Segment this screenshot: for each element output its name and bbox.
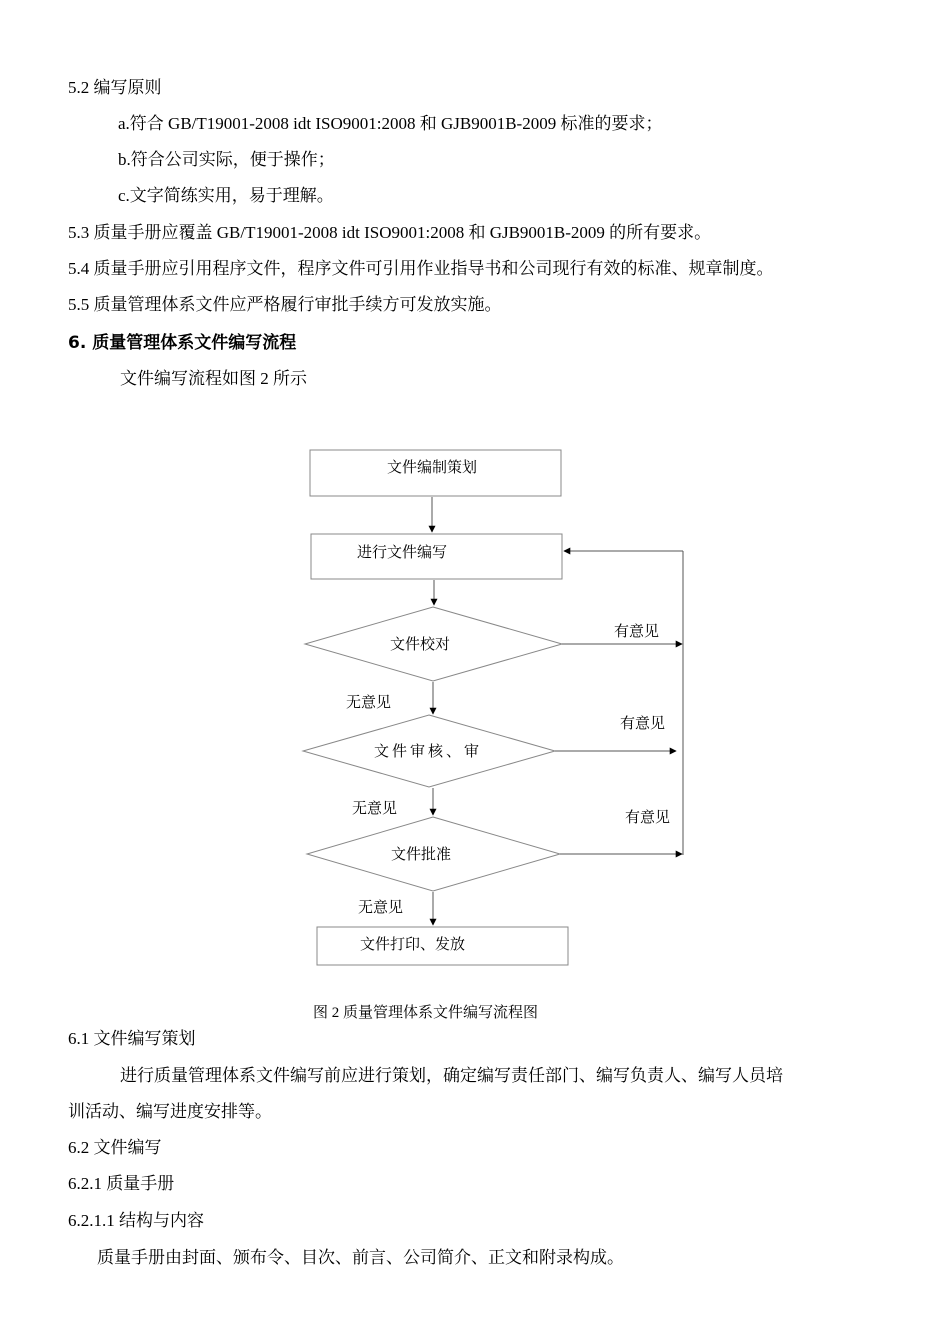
print-label: 文件打印、发放 — [360, 935, 466, 953]
section-6-2-1-1-heading: 6.2.1.1 结构与内容 — [68, 1211, 204, 1230]
section-5-2-heading: 5.2 编写原则 — [68, 78, 162, 97]
section-6-2-1-1-body: 质量手册由封面、颁布令、目次、前言、公司简介、正文和附录构成。 — [97, 1248, 624, 1267]
has-comment-label-2: 有意见 — [620, 714, 666, 732]
no-comment-label-3: 无意见 — [358, 898, 404, 916]
figure-caption: 图 2 质量管理体系文件编写流程图 — [313, 1005, 539, 1021]
section-6-1-body-line1: 进行质量管理体系文件编写前应进行策划，确定编写责任部门、编写负责人、编写人员培 — [120, 1066, 783, 1085]
section-5-3: 5.3 质量手册应覆盖 GB/T19001-2008 idt ISO9001:2008 和 GJB9001B-2009 的所有要求。 — [68, 223, 712, 242]
section-6-1-body-line2: 训活动、编写进度安排等。 — [68, 1102, 272, 1121]
approve-label: 文件批准 — [391, 845, 452, 863]
write-label: 进行文件编写 — [357, 543, 448, 561]
section-6-2-heading: 6.2 文件编写 — [68, 1138, 162, 1157]
principle-item-c: c.文字简练实用，易于理解。 — [118, 186, 334, 205]
section-6-2-1-heading: 6.2.1 质量手册 — [68, 1174, 175, 1193]
no-comment-label-2: 无意见 — [352, 799, 398, 817]
section-5-5: 5.5 质量管理体系文件应严格履行审批手续方可发放实施。 — [68, 295, 502, 314]
check-label: 文件校对 — [390, 635, 451, 653]
no-comment-label-1: 无意见 — [346, 693, 392, 711]
review-label: 文件审核、审 — [374, 742, 483, 760]
principle-item-a: a.符合 GB/T19001-2008 idt ISO9001:2008 和 GJB9001B-2009 标准的要求； — [118, 114, 663, 133]
has-comment-label-1: 有意见 — [614, 622, 660, 640]
section-6-1-heading: 6.1 文件编写策划 — [68, 1029, 196, 1048]
has-comment-label-3: 有意见 — [625, 808, 671, 826]
section-6-heading: 6. 质量管理体系文件编写流程 — [68, 333, 297, 353]
principle-item-b: b.符合公司实际，便于操作； — [118, 150, 335, 169]
plan-label: 文件编制策划 — [387, 458, 478, 476]
section-6-intro: 文件编写流程如图 2 所示 — [120, 369, 307, 388]
section-5-4: 5.4 质量手册应引用程序文件，程序文件可引用作业指导书和公司现行有效的标准、规章制度。 — [68, 259, 774, 278]
